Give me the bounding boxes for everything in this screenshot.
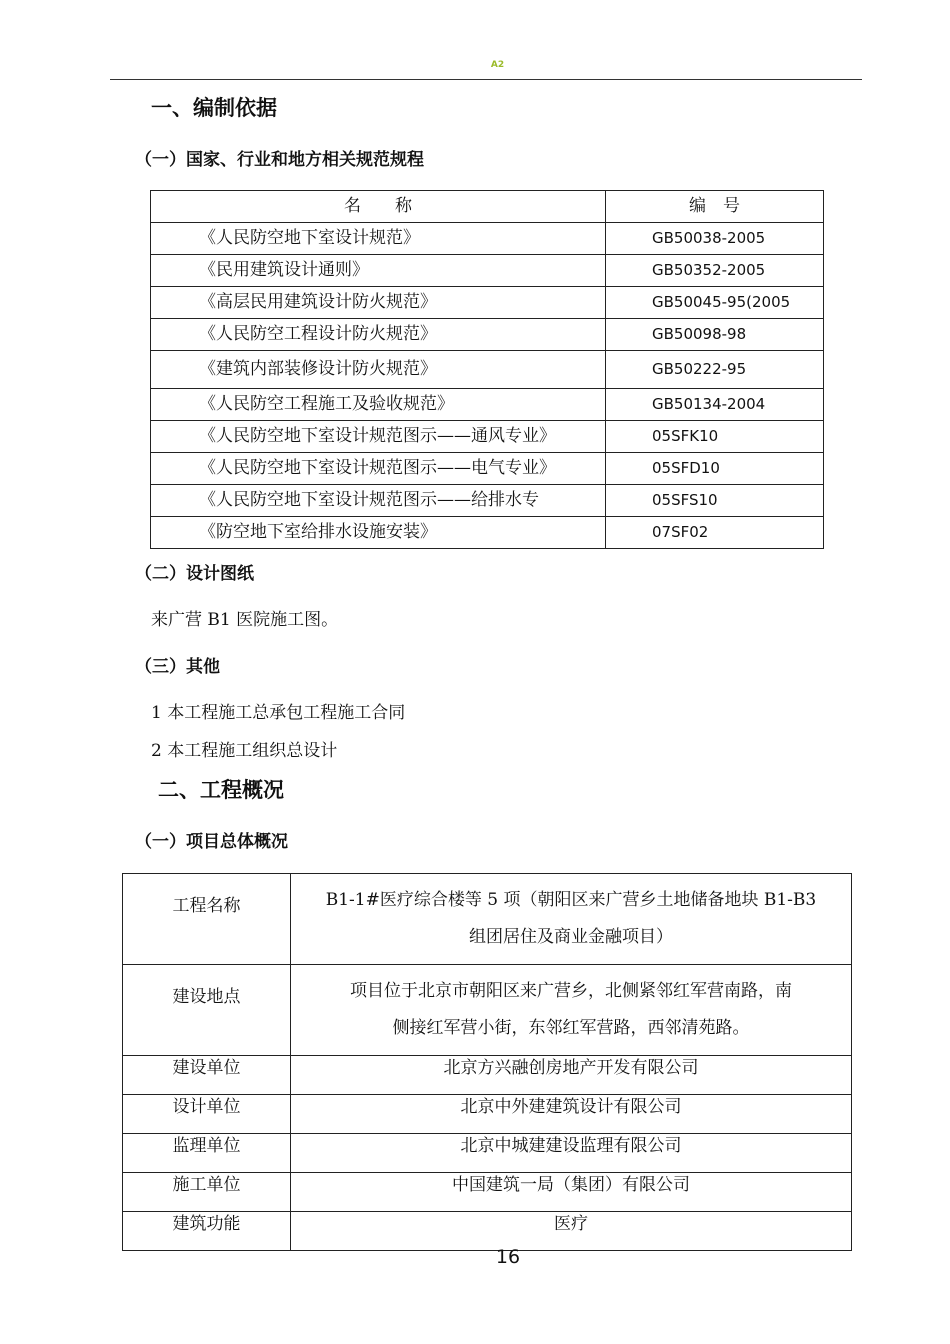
overview-value-line: B1-1#医疗综合楼等 5 项（朝阳区来广营乡土地储备地块 B1-B3 [325,890,817,910]
overview-value: 医疗 [291,1212,852,1251]
standard-code: 07SF02 [606,517,824,549]
standard-code: 05SFS10 [606,485,824,517]
table-row [151,255,824,287]
section1-sub3-title: （三）其他 [135,657,220,677]
section1-title: 一、编制依据 [151,96,277,120]
standard-code: GB50038-2005 [606,223,824,255]
standard-code: 05SFD10 [606,453,824,485]
standard-name: 《人民防空地下室设计规范图示——电气专业》 [151,453,606,485]
table-row [123,1212,852,1251]
section2-sub1-title: （一）项目总体概况 [135,832,288,852]
table-row [151,453,824,485]
overview-value: 北京中外建建筑设计有限公司 [291,1095,852,1134]
table-row [123,965,852,1056]
standard-code: GB50045-95(2005 [606,287,824,319]
overview-value-line: 侧接红军营小街，东邻红军营路，西邻清苑路。 [392,1018,750,1038]
overview-value [291,965,852,1056]
page-number: 16 [495,1246,521,1268]
table-row [151,389,824,421]
table-row [151,517,824,549]
standards-table-header [151,191,824,223]
standard-name: 《民用建筑设计通则》 [151,255,606,287]
table-row [151,287,824,319]
standard-name: 《人民防空地下室设计规范图示——给排水专 [151,485,606,517]
overview-label: 施工单位 [123,1173,291,1212]
header-code: 编 号 [606,191,824,223]
overview-label: 建设单位 [123,1056,291,1095]
standard-name: 《人民防空地下室设计规范图示——通风专业》 [151,421,606,453]
overview-label: 建设地点 [123,965,291,1056]
standard-name: 《人民防空地下室设计规范》 [151,223,606,255]
table-row [123,1095,852,1134]
overview-value-line: 组团居住及商业金融项目） [469,927,673,947]
standard-code: GB50134-2004 [606,389,824,421]
overview-table [122,873,852,1251]
standard-name: 《人民防空工程施工及验收规范》 [151,389,606,421]
overview-label: 工程名称 [123,874,291,965]
standard-code: GB50352-2005 [606,255,824,287]
standard-name: 《高层民用建筑设计防火规范》 [151,287,606,319]
table-row [151,421,824,453]
table-row [151,485,824,517]
standard-name: 《人民防空工程设计防火规范》 [151,319,606,351]
other-item: 2 本工程施工组织总设计 [151,741,338,761]
standards-table [150,190,824,549]
standard-name: 《防空地下室给排水设施安装》 [151,517,606,549]
standard-code: 05SFK10 [606,421,824,453]
standard-name: 《建筑内部装修设计防火规范》 [151,351,606,389]
overview-value-line: 项目位于北京市朝阳区来广营乡，北侧紧邻红军营南路，南 [350,981,792,1001]
table-row [123,874,852,965]
table-row [151,319,824,351]
table-row [123,1173,852,1212]
table-row [123,1056,852,1095]
header-rule [110,79,862,80]
overview-value: 北京中城建建设监理有限公司 [291,1134,852,1173]
header-name: 名 称 [151,191,606,223]
drawings-text: 来广营 B1 医院施工图。 [151,610,339,630]
header-code: A2 [490,60,505,70]
overview-label: 设计单位 [123,1095,291,1134]
section2-title: 二、工程概况 [158,778,284,802]
standard-code: GB50222-95 [606,351,824,389]
section1-sub2-title: （二）设计图纸 [135,564,254,584]
table-row [151,223,824,255]
table-row [151,351,824,389]
table-row [123,1134,852,1173]
overview-label: 监理单位 [123,1134,291,1173]
section1-sub1-title: （一）国家、行业和地方相关规范规程 [135,150,424,170]
overview-value [291,874,852,965]
overview-value: 中国建筑一局（集团）有限公司 [291,1173,852,1212]
other-item: 1 本工程施工总承包工程施工合同 [151,703,406,723]
overview-label: 建筑功能 [123,1212,291,1251]
standard-code: GB50098-98 [606,319,824,351]
overview-value: 北京方兴融创房地产开发有限公司 [291,1056,852,1095]
